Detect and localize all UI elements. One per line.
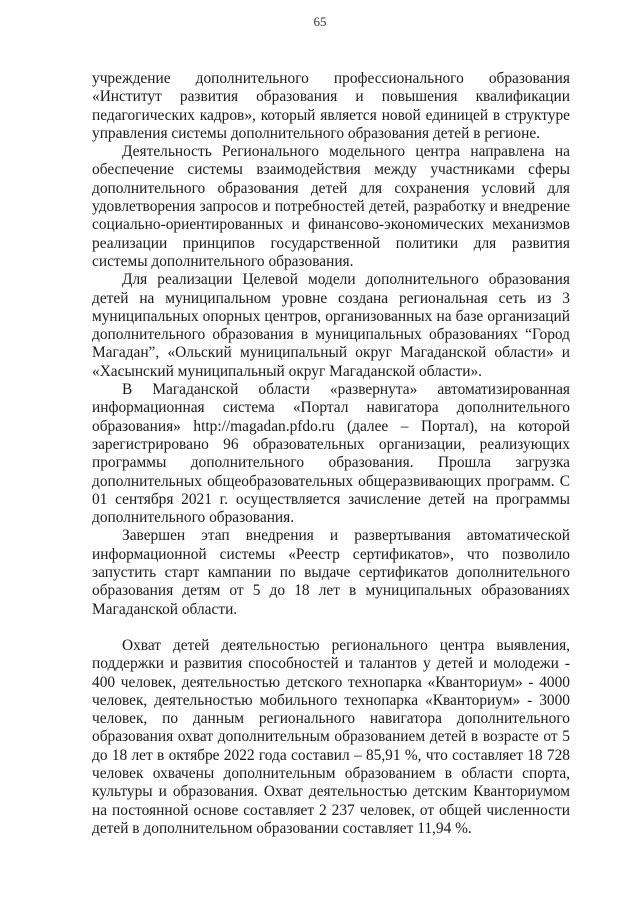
paragraph-4: В Магаданской области «развернута» автоматизированная информационная система «Портал навигатора дополнительного образования» http://magadan.pfdo.ru (далее – Портал), на которой зарегистрировано 96 образовательных организации, реализующих программы дополнительного образования. Прошла загрузка дополнительных общеобразовательных общеразвивающих программ. С 01 сентября 2021 г. осуществляется зачисление детей на программы дополнительного образования. <box>92 381 570 527</box>
paragraph-3: Для реализации Целевой модели дополнительного образования детей на муниципальном уровне создана региональная сеть из 3 муниципальных опорных центров, организованных на базе организаций дополнительного образования в муниципальных образованиях “Город Магадан”, «Ольский муниципальный округ Магаданской области» и «Хасынский муниципальный округ Магаданской области». <box>92 271 570 380</box>
paragraph-2: Деятельность Регионального модельного центра направлена на обеспечение системы взаимодействия между участниками сферы дополнительного образования детей для сохранения условий для удовлетворения запросов и потребностей детей, разработку и внедрение социально-ориентированных и финансово-экономических механизмов реализации принципов государственной политики для развития системы дополнительного образования. <box>92 143 570 270</box>
page-number: 65 <box>313 14 327 29</box>
paragraph-1: учреждение дополнительного профессионального образования «Институт развития образования и повышения квалификации педагогических кадров», который является новой единицей в структуре управления системы дополнительного образования детей в регионе. <box>92 70 570 142</box>
body-text <box>92 70 570 838</box>
paragraph-6: Охват детей деятельностью регионального центра выявления, поддержки и развития способностей и талантов у детей и молодежи - 400 человек, деятельностью детского технопарка «Кванториум» - 4000 человек, деятельностью мобильного технопарка «Кванториум» - 3000 человек, по данным регионального навигатора дополнительного образования охват дополнительным образованием детей в возрасте от 5 до 18 лет в октябре 2022 года составил – 85,91 %, что составляет 18 728 человек охвачены дополнительным образованием в области спорта, культуры и образования. Охват деятельностью детским Кванториумом на постоянной основе составляет 2 237 человек, от общей численности детей в дополнительном образовании составляет 11,94 %. <box>92 636 570 837</box>
paragraph-5: Завершен этап внедрения и развертывания автоматической информационной системы «Реестр сертификатов», что позволило запустить старт кампании по выдаче сертификатов дополнительного образования детям от 5 до 18 лет в муниципальных образованиях Магаданской области. <box>92 527 570 618</box>
